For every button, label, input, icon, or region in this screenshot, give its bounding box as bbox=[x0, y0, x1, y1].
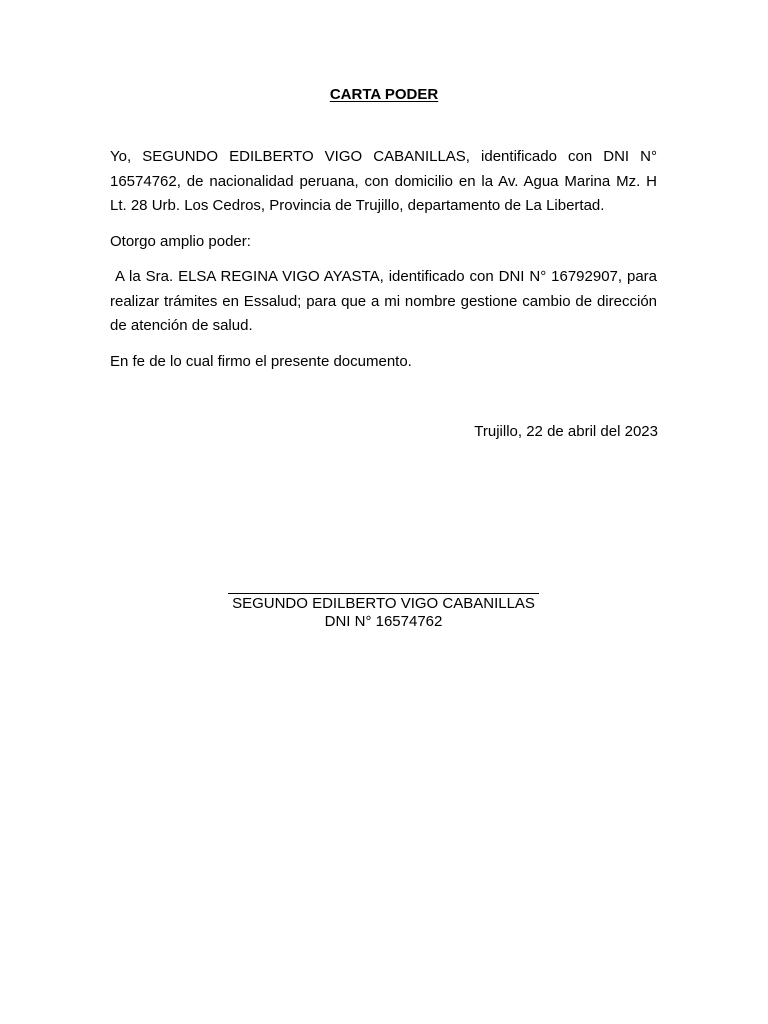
document-title: CARTA PODER bbox=[329, 86, 439, 103]
paragraph-grant-statement: Otorgo amplio poder: bbox=[110, 233, 251, 250]
paragraph-grantor: Yo, SEGUNDO EDILBERTO VIGO CABANILLAS, identificado con DNI N° 16574762, de nacionalidad peruana, con domicilio en la Av. Agua Marina Mz. H Lt. 28 Urb. Los Cedros, Provincia de Trujillo, departamento de La Libertad. bbox=[110, 148, 657, 214]
signature-block bbox=[228, 578, 539, 631]
signature-name: SEGUNDO EDILBERTO VIGO CABANILLAS bbox=[232, 595, 535, 612]
paragraph-grantee: A la Sra. ELSA REGINA VIGO AYASTA, identificado con DNI N° 16792907, para realizar trámites en Essalud; para que a mi nombre gestione cambio de dirección de atención de salud. bbox=[110, 268, 662, 334]
place-date: Trujillo, 22 de abril del 2023 bbox=[474, 423, 658, 440]
signature-line bbox=[228, 593, 539, 594]
signature-dni: DNI N° 16574762 bbox=[324, 613, 443, 630]
paragraph-closing: En fe de lo cual firmo el presente documento. bbox=[110, 353, 412, 370]
